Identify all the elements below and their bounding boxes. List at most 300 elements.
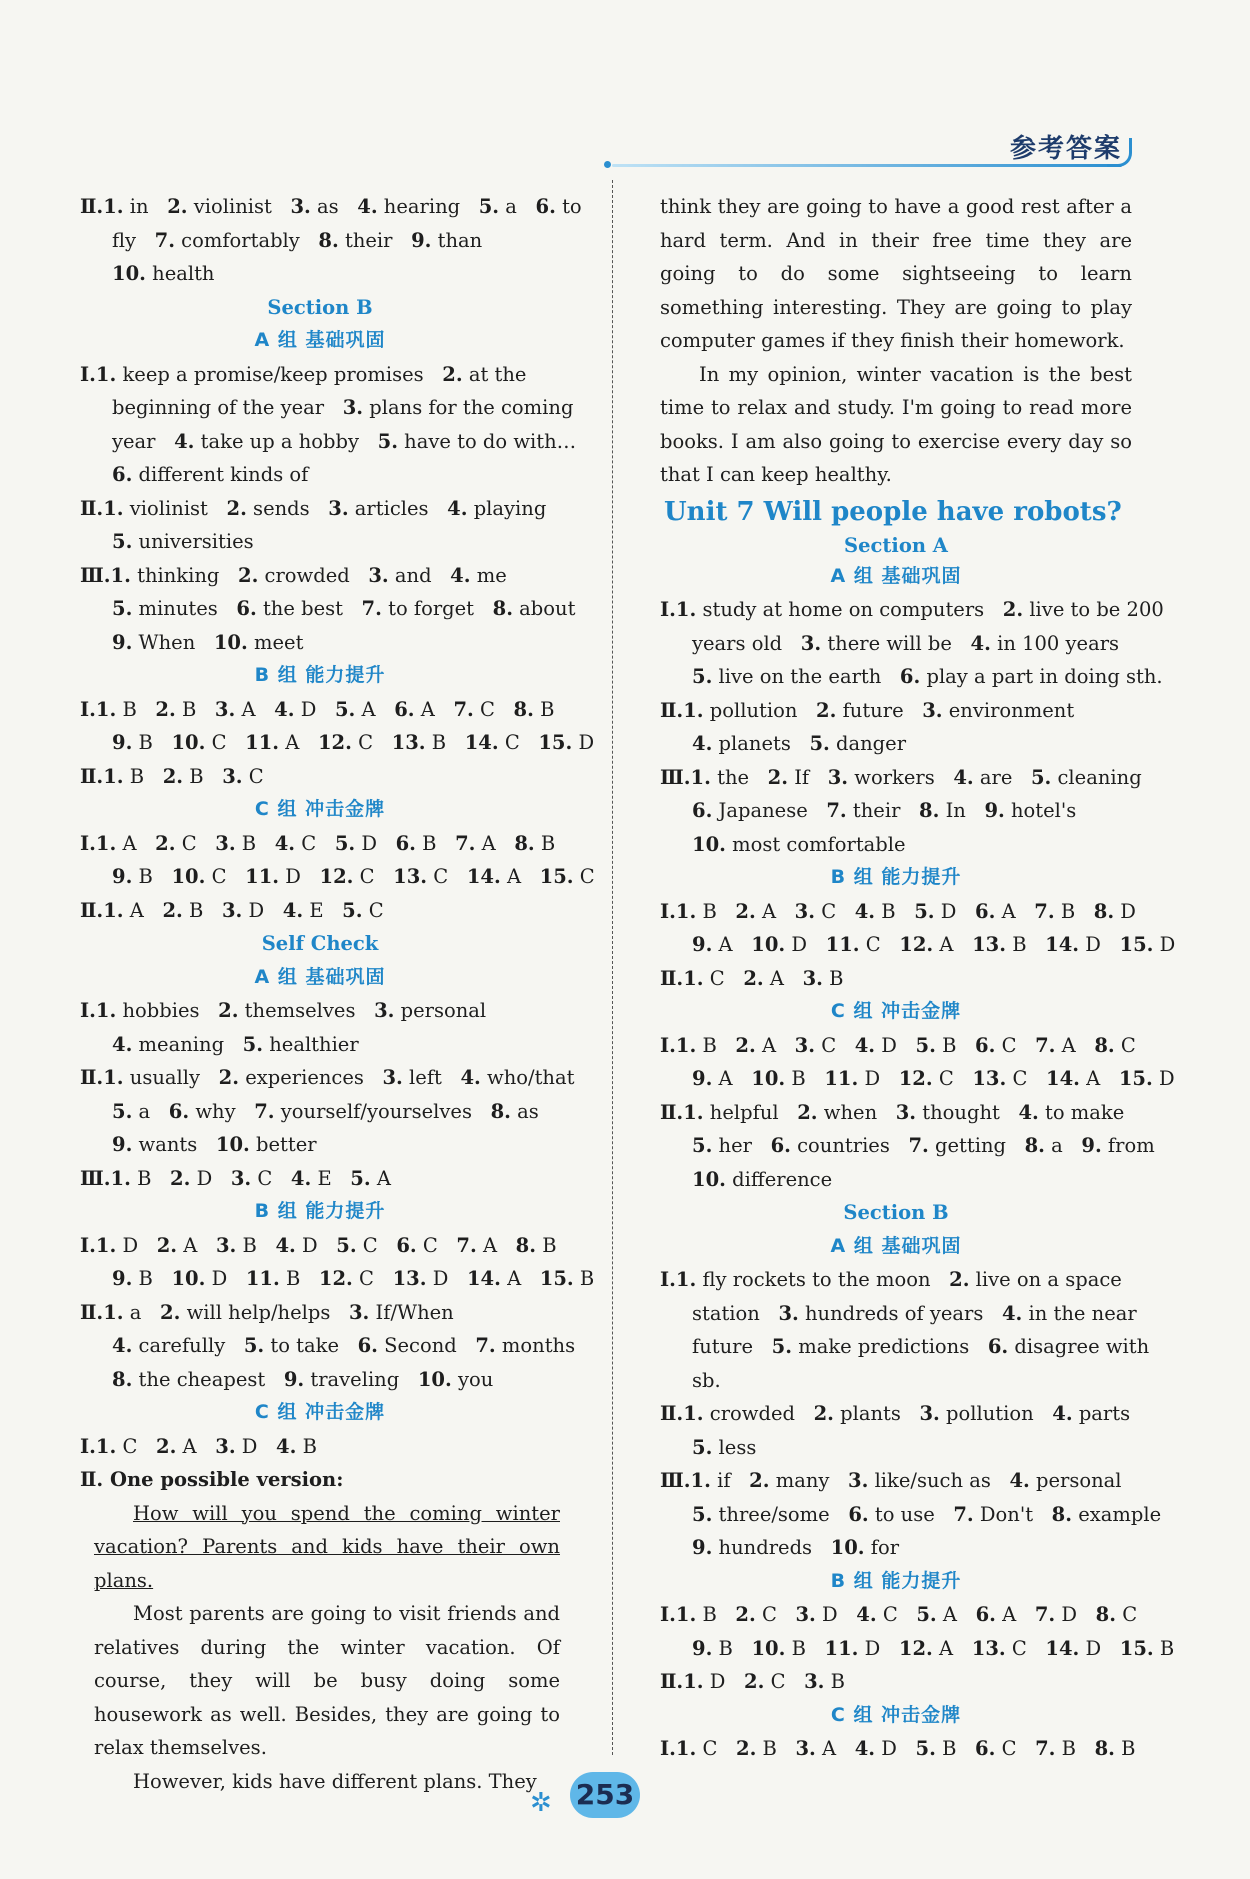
answer-text: years old <box>692 631 801 655</box>
answer-text: D <box>785 933 826 956</box>
answer-text: A <box>235 697 275 721</box>
answer-text: B <box>822 966 844 990</box>
answer-text: live to be 200 <box>1023 598 1164 621</box>
answer-line <box>660 1096 1132 1130</box>
answer-line <box>660 1062 1175 1096</box>
group-heading: C 组 冲击金牌 <box>254 798 386 820</box>
answer-text: are <box>973 765 1031 789</box>
header-line <box>612 164 1122 167</box>
section-heading: Section B <box>843 1201 949 1224</box>
item-number: 9. <box>112 731 133 754</box>
answer-text: example <box>1072 1502 1162 1526</box>
answer-text: cleaning <box>1051 765 1142 789</box>
answer-line <box>660 627 1132 661</box>
item-number: 6. <box>899 665 921 688</box>
item-number: 5. <box>342 898 363 922</box>
item-number: 15. <box>1119 1636 1154 1660</box>
item-number: 1. <box>675 899 697 923</box>
answer-text: pollution <box>703 698 817 722</box>
item-number: 2. <box>170 1166 191 1190</box>
item-number: 7. <box>1034 899 1055 923</box>
answer-text: C <box>352 1267 393 1290</box>
item-number: 4. <box>290 1166 312 1190</box>
item-number: 7. <box>1035 1033 1056 1057</box>
answer-line <box>660 895 1136 929</box>
answer-text: C <box>696 1737 736 1760</box>
item-number: 3. <box>215 1434 236 1458</box>
answer-text: different kinds of <box>132 463 309 486</box>
answer-text: planets <box>712 732 810 755</box>
answer-text: C <box>251 1166 291 1190</box>
answer-text: make predictions <box>792 1335 988 1358</box>
item-number: 8. <box>1051 1502 1073 1526</box>
answer-text: carefully <box>132 1334 244 1357</box>
answer-line <box>660 1397 1132 1431</box>
answer-text: the best <box>256 597 362 620</box>
item-number: 8. <box>515 1233 537 1257</box>
answer-text: B <box>824 1670 845 1693</box>
answer-line <box>80 1061 575 1095</box>
item-number: 12. <box>317 731 352 754</box>
item-number: 2. <box>155 697 176 721</box>
answer-text: B <box>130 1166 171 1190</box>
answer-text: traveling <box>304 1367 418 1391</box>
answer-text: plants <box>833 1402 920 1425</box>
item-number: 3. <box>795 1737 816 1760</box>
item-number: 2. <box>162 898 183 922</box>
item-number: 4. <box>274 697 295 721</box>
item-number: 5. <box>336 1233 357 1257</box>
item-number: 2. <box>743 966 764 990</box>
item-number: 9. <box>1081 1134 1102 1157</box>
answer-text: D <box>205 1267 246 1290</box>
answer-text: B <box>533 697 555 721</box>
answer-text: themselves <box>238 999 375 1022</box>
answer-text: E <box>311 1166 351 1190</box>
item-number: 4. <box>1018 1100 1039 1124</box>
item-number: Ⅰ. <box>660 1737 676 1760</box>
item-number: 8. <box>514 831 535 855</box>
answer-text: meaning <box>132 1032 243 1056</box>
item-number: 6. <box>396 1233 417 1257</box>
answer-text: their <box>338 228 412 252</box>
answer-text: thought <box>916 1100 1019 1124</box>
answer-text: C <box>764 1670 805 1693</box>
item-number: 5. <box>915 1033 936 1057</box>
answer-line <box>80 592 576 626</box>
item-number: 7. <box>826 799 847 822</box>
item-number: 5. <box>112 597 133 620</box>
item-number: 14. <box>466 865 501 888</box>
answer-text: B <box>712 1636 752 1660</box>
answer-text: B <box>1054 899 1094 923</box>
item-number: 14. <box>466 1267 501 1290</box>
answer-line <box>660 761 1142 795</box>
item-number: 2. <box>156 1434 177 1458</box>
item-number: 11. <box>245 1267 280 1290</box>
item-number: 4. <box>856 1603 877 1626</box>
item-number: 4. <box>357 195 378 218</box>
answer-text: B <box>132 1267 172 1290</box>
essay-paragraph: How will you spend the coming winter vacation? Parents and kids have their own plans. <box>94 1501 560 1592</box>
answer-text: C <box>573 865 595 888</box>
answer-line <box>660 1297 1137 1331</box>
item-number: 10. <box>830 1536 865 1559</box>
item-number: 1. <box>103 496 124 520</box>
item-number: 6. <box>975 1737 996 1760</box>
answer-text: less <box>712 1435 757 1459</box>
item-number: 6. <box>975 899 996 923</box>
item-number: 11. <box>245 731 280 754</box>
item-number: Ⅱ. <box>80 1066 104 1089</box>
item-number: 5. <box>112 1099 133 1123</box>
answer-text: to forget <box>381 597 493 620</box>
item-number: 5. <box>334 697 356 721</box>
item-number: 3. <box>919 1402 940 1425</box>
answer-text: better <box>249 1133 317 1156</box>
item-number: 12. <box>898 1636 933 1660</box>
answer-text: future <box>836 698 923 722</box>
item-number: 3. <box>374 999 395 1022</box>
item-number: 10. <box>692 832 726 856</box>
answer-text: A <box>177 1233 216 1257</box>
item-number: Ⅲ. <box>80 563 111 587</box>
item-number: 10. <box>751 1636 786 1660</box>
item-number: 8. <box>492 597 513 620</box>
item-number: 4. <box>276 1434 297 1458</box>
answer-line <box>80 492 560 526</box>
item-number: 6. <box>770 1134 791 1157</box>
answer-text: A <box>123 898 163 922</box>
answer-text: sends <box>246 496 329 520</box>
item-number: 3. <box>221 898 243 922</box>
item-number: 2. <box>949 1268 970 1291</box>
item-number: 4. <box>854 1737 876 1760</box>
answer-text: most comfortable <box>725 832 906 856</box>
answer-text: A <box>1055 1033 1095 1057</box>
item-number: 10. <box>751 933 786 956</box>
answer-text: hotel's <box>1004 799 1077 822</box>
item-number: 9. <box>692 1636 713 1660</box>
answer-text: B <box>1055 1737 1095 1760</box>
item-number: 5. <box>243 1334 265 1357</box>
answer-text: B <box>1114 1737 1136 1760</box>
item-number: 1. <box>683 698 704 722</box>
answer-text: B <box>696 1033 736 1057</box>
answer-text: D <box>572 731 595 754</box>
answer-text: A <box>475 831 515 855</box>
answer-line <box>660 660 1163 694</box>
item-number: 2. <box>749 1469 770 1492</box>
answer-line <box>660 794 1132 828</box>
item-number: 3. <box>895 1100 917 1124</box>
item-number: 8. <box>1094 1737 1115 1760</box>
answer-line <box>80 827 560 861</box>
answer-text: universities <box>132 530 254 553</box>
answer-text: C <box>1116 1603 1138 1626</box>
answer-text: beginning of the year <box>112 396 343 419</box>
item-number: 4. <box>282 898 304 922</box>
item-number: 7. <box>453 697 474 721</box>
item-number: 13. <box>392 1267 427 1290</box>
item-number: 13. <box>393 865 428 888</box>
answer-text: A <box>116 831 156 855</box>
answer-text: B <box>935 1737 976 1760</box>
answer-text: months <box>495 1334 576 1357</box>
answer-line <box>80 257 560 291</box>
item-number: Ⅰ. <box>80 999 96 1022</box>
answer-text: Second <box>377 1334 476 1357</box>
item-number: 3. <box>794 1033 816 1057</box>
answer-line <box>80 626 560 660</box>
unit-title: Unit 7 Will people have robots? <box>664 496 1122 527</box>
answer-text: D <box>934 899 976 923</box>
answer-text: A <box>763 966 803 990</box>
answer-text: C <box>353 865 394 888</box>
answer-text: Japanese <box>712 799 827 822</box>
answer-text: D <box>815 1603 857 1626</box>
answer-line <box>80 693 560 727</box>
answer-text: plans for the coming <box>363 396 574 419</box>
answer-text: D <box>1079 1636 1120 1660</box>
item-number: 4. <box>112 1032 133 1056</box>
answer-text: C <box>427 865 467 888</box>
item-number: 3. <box>230 1166 252 1190</box>
answer-line <box>660 1665 1132 1699</box>
item-number: 9. <box>411 228 432 252</box>
item-number: Ⅰ. <box>80 362 96 386</box>
item-number: 10. <box>112 262 146 285</box>
answer-text: B <box>296 1434 317 1458</box>
item-number: 3. <box>804 1670 825 1693</box>
item-number: 3. <box>827 765 849 789</box>
essay-label: Ⅱ. One possible version: <box>80 1468 344 1491</box>
item-number: 15. <box>1118 1067 1153 1090</box>
answer-line <box>660 1431 1132 1465</box>
item-number: 5. <box>242 1032 264 1056</box>
item-number: 6. <box>357 1334 378 1357</box>
answer-line <box>660 828 1132 862</box>
item-number: 5. <box>914 899 935 923</box>
item-number: Ⅰ. <box>660 899 676 923</box>
item-number: 6. <box>535 195 556 218</box>
item-number: 4. <box>460 1066 481 1089</box>
item-number: 1. <box>95 362 117 386</box>
answer-text: A <box>476 1233 516 1257</box>
answer-text: C <box>351 731 392 754</box>
item-number: 15. <box>538 731 573 754</box>
item-number: Ⅰ. <box>660 1603 676 1626</box>
answer-text: D <box>1079 933 1120 956</box>
item-number: Ⅱ. <box>80 898 104 922</box>
page-number: 253 <box>570 1772 640 1818</box>
item-number: 1. <box>683 1670 704 1693</box>
answer-text: B <box>132 731 172 754</box>
answer-text: the cheapest <box>132 1367 284 1391</box>
answer-text: who/that <box>480 1066 575 1089</box>
answer-text: and <box>388 563 451 587</box>
item-number: 4. <box>450 563 471 587</box>
answer-text: thinking <box>130 563 238 587</box>
answer-text: B <box>183 764 223 788</box>
answer-text: C <box>1006 1067 1046 1090</box>
answer-text: C <box>356 1233 397 1257</box>
item-number: 10. <box>171 731 206 754</box>
item-number: 4. <box>112 1334 133 1357</box>
item-number: 1. <box>683 1100 704 1124</box>
answer-text: pollution <box>939 1402 1053 1425</box>
answer-text: B <box>123 764 163 788</box>
answer-text: A <box>355 697 395 721</box>
answer-text: parts <box>1072 1402 1131 1425</box>
item-number: 1. <box>675 1603 697 1626</box>
item-number: 2. <box>797 1100 818 1124</box>
item-number: 4. <box>854 1033 876 1057</box>
item-number: 1. <box>690 1469 711 1492</box>
item-number: 5. <box>916 1603 937 1626</box>
group-heading: A 组 基础巩固 <box>830 1234 962 1257</box>
answer-text: have to do with… <box>397 429 577 453</box>
answer-text: B <box>696 899 736 923</box>
answer-text: A <box>500 1267 540 1290</box>
item-number: 15. <box>539 1267 574 1290</box>
group-heading: A 组 基础巩固 <box>254 329 386 351</box>
answer-text: yourself/yourselves <box>274 1099 491 1123</box>
item-number: 9. <box>692 933 713 956</box>
answer-text: D <box>242 898 283 922</box>
answer-text: B <box>175 697 215 721</box>
answer-text: D <box>426 1267 467 1290</box>
item-number: Ⅱ. <box>660 698 684 722</box>
answer-text: B <box>536 1233 557 1257</box>
item-number: 3. <box>214 697 236 721</box>
group-heading: A 组 基础巩固 <box>830 564 962 587</box>
answer-text: healthier <box>263 1032 359 1056</box>
answer-line <box>80 525 560 559</box>
item-number: 5. <box>809 732 830 755</box>
item-number: 5. <box>692 665 713 688</box>
answer-text: live on the earth <box>712 665 900 688</box>
item-number: 11. <box>824 1067 859 1090</box>
answer-text: C <box>175 831 216 855</box>
answer-text: meet <box>247 630 304 654</box>
item-number: 2. <box>736 1737 757 1760</box>
answer-text: B <box>785 1636 825 1660</box>
answer-text: B <box>182 898 222 922</box>
item-number: 2. <box>816 698 837 722</box>
answer-text: D <box>1153 933 1176 956</box>
answer-text: A <box>995 899 1035 923</box>
item-number: 8. <box>1094 1033 1115 1057</box>
item-number: 13. <box>391 731 426 754</box>
item-number: 8. <box>490 1099 511 1123</box>
answer-text: disagree with <box>1008 1335 1150 1358</box>
item-number: 6. <box>112 463 133 486</box>
item-number: 2. <box>218 999 239 1022</box>
answer-text: hundreds of years <box>798 1301 1002 1325</box>
answer-text: live on a space <box>969 1268 1122 1291</box>
answer-text: future <box>692 1335 772 1358</box>
item-number: 14. <box>1046 1067 1080 1090</box>
answer-line <box>80 391 574 425</box>
item-number: Ⅰ. <box>660 1033 676 1057</box>
answer-text: a <box>132 1099 169 1123</box>
item-number: 1. <box>110 1166 131 1190</box>
answer-text: helpful <box>703 1100 798 1124</box>
palm-icon: ✲ <box>530 1788 552 1818</box>
group-heading: B 组 能力提升 <box>830 1569 962 1592</box>
answer-text: B <box>756 1737 796 1760</box>
item-number: 3. <box>795 1603 816 1626</box>
item-number: 2. <box>735 899 756 923</box>
answer-text: B <box>415 831 456 855</box>
item-number: 3. <box>368 563 389 587</box>
item-number: 2. <box>813 1402 834 1425</box>
item-number: 1. <box>690 765 711 789</box>
answer-text: C <box>205 731 246 754</box>
item-number: 2. <box>155 831 176 855</box>
answer-text: B <box>116 697 156 721</box>
item-number: 5. <box>915 1737 936 1760</box>
item-number: Ⅰ. <box>80 831 96 855</box>
answer-text: from <box>1101 1134 1155 1157</box>
item-number: 10. <box>171 1267 206 1290</box>
item-number: 12. <box>899 933 934 956</box>
item-number: 9. <box>112 865 133 888</box>
item-number: 12. <box>898 1067 933 1090</box>
item-number: 3. <box>328 496 349 520</box>
answer-text: A <box>936 1603 976 1626</box>
answer-text: D <box>1055 1603 1096 1626</box>
answer-text: take up a hobby <box>194 429 378 453</box>
answer-text: C <box>362 898 384 922</box>
answer-text: A <box>1079 1067 1119 1090</box>
item-number: 9. <box>692 1536 713 1559</box>
answer-line <box>80 760 560 794</box>
item-number: Ⅱ. <box>660 966 684 990</box>
group-heading: C 组 冲击金牌 <box>254 1401 386 1423</box>
answer-line <box>80 1229 560 1263</box>
answer-text: C <box>416 1233 457 1257</box>
answer-text: a <box>499 195 536 218</box>
item-number: 5. <box>112 530 133 553</box>
answer-text: at the <box>462 362 527 386</box>
section-heading: Self Check <box>261 932 379 955</box>
group-heading: B 组 能力提升 <box>830 866 962 888</box>
answer-text: study at home on computers <box>696 598 1003 621</box>
item-number: 4. <box>1001 1301 1023 1325</box>
answer-text: usually <box>123 1066 219 1089</box>
answer-text: danger <box>829 732 907 755</box>
answer-line <box>80 224 560 258</box>
item-number: 2. <box>160 1300 181 1324</box>
essay-paragraph: think they are going to have a good rest after a hard term. And in their free time they are going to do some sightseeing to learn something interesting. They are going to play computer games if they finish their homework. <box>660 195 1132 352</box>
answer-text: as <box>310 195 358 218</box>
answer-text: their <box>846 799 920 822</box>
item-number: 10. <box>215 1133 250 1156</box>
answer-text: a <box>123 1300 161 1324</box>
item-number: 9. <box>112 1133 133 1156</box>
answer-text: for <box>864 1536 900 1559</box>
item-number: 7. <box>456 1233 477 1257</box>
answer-text: B <box>1153 1636 1175 1660</box>
answer-text: crowded <box>258 563 369 587</box>
item-number: 10. <box>171 865 206 888</box>
answer-line <box>660 1364 1132 1398</box>
item-number: 7. <box>1034 1603 1056 1626</box>
answer-text: B <box>935 1033 976 1057</box>
item-number: 5. <box>771 1335 792 1358</box>
